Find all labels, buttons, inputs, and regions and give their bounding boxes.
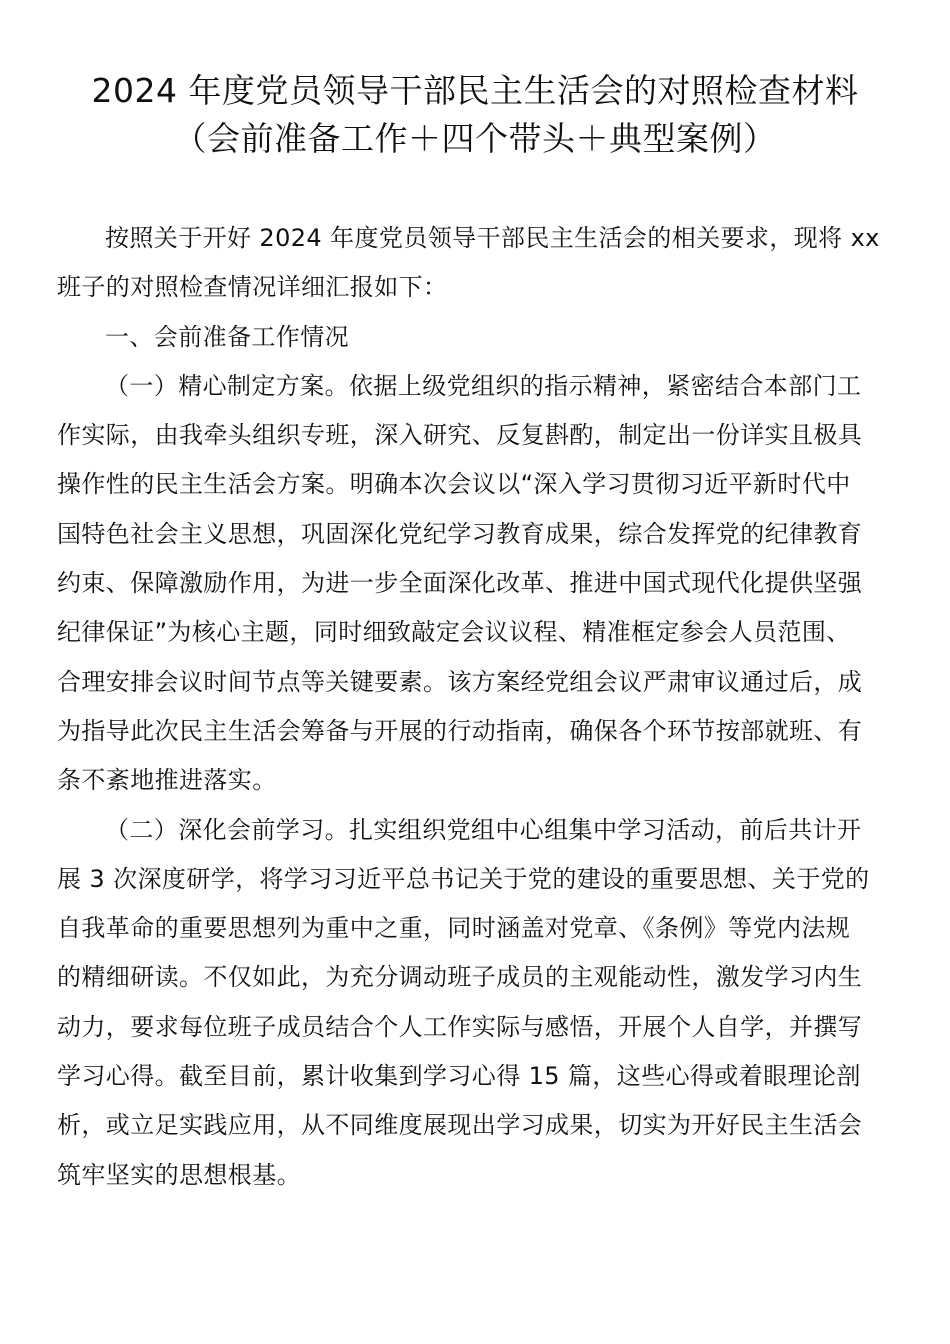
text-line: 约束、保障激励作用，为进一步全面深化改革、推进中国式现代化提供坚强 xyxy=(57,569,863,598)
text-line: 为指导此次民主生活会筹备与开展的行动指南，确保各个环节按部就班、有 xyxy=(57,716,863,745)
text-line: 条不紊地推进落实。 xyxy=(57,766,277,795)
text-line: 按照关于开好 2024 年度党员领导干部民主生活会的相关要求，现将 xx xyxy=(105,224,880,252)
section-1-heading: 一、会前准备工作情况 xyxy=(105,322,349,351)
text-line: 筑牢坚实的思想根基。 xyxy=(57,1160,301,1189)
section-heading xyxy=(57,313,889,362)
text-line: 析，或立足实践应用，从不同维度展现出学习成果，切实为开好民主生活会 xyxy=(57,1111,863,1140)
text-line: （二）深化会前学习。扎实组织党组中心组集中学习活动，前后共计开 xyxy=(105,815,862,844)
text-line: 合理安排会议时间节点等关键要素。该方案经党组会议严肃审议通过后，成 xyxy=(57,667,863,696)
text-line: 的精细研读。不仅如此，为充分调动班子成员的主观能动性，激发学习内生 xyxy=(57,963,863,992)
text-line: 国特色社会主义思想，巩固深化党纪学习教育成果，综合发挥党的纪律教育 xyxy=(57,519,863,548)
text-line: 动力，要求每位班子成员结合个人工作实际与感悟，开展个人自学，并撰写 xyxy=(57,1012,863,1041)
text-line: 班子的对照检查情况详细汇报如下： xyxy=(57,273,448,302)
paragraph-study xyxy=(57,806,889,1200)
document-title-line-1: 2024 年度党员领导干部民主生活会的对照检查材料 xyxy=(91,71,859,110)
document-title-line-2: （会前准备工作＋四个带头＋典型案例） xyxy=(173,119,777,158)
text-line: 展 3 次深度研学，将学习习近平总书记关于党的建设的重要思想、关于党的 xyxy=(57,864,870,893)
text-line: 作实际，由我牵头组织专班，深入研究、反复斟酌，制定出一份详实且极具 xyxy=(57,421,863,450)
intro-paragraph xyxy=(57,214,889,313)
text-line: 操作性的民主生活会方案。明确本次会议以“深入学习贯彻习近平新时代中 xyxy=(57,470,851,499)
paragraph-plan xyxy=(57,362,889,806)
text-line: 自我革命的重要思想列为重中之重，同时涵盖对党章、《条例》等党内法规 xyxy=(57,914,851,943)
text-line: 学习心得。截至目前，累计收集到学习心得 15 篇，这些心得或着眼理论剖 xyxy=(57,1062,861,1091)
document-body xyxy=(57,214,889,1200)
text-line: 纪律保证”为核心主题，同时细致敲定会议议程、精准框定参会人员范围、 xyxy=(57,618,851,647)
text-line: （一）精心制定方案。依据上级党组织的指示精神，紧密结合本部门工 xyxy=(105,371,862,400)
